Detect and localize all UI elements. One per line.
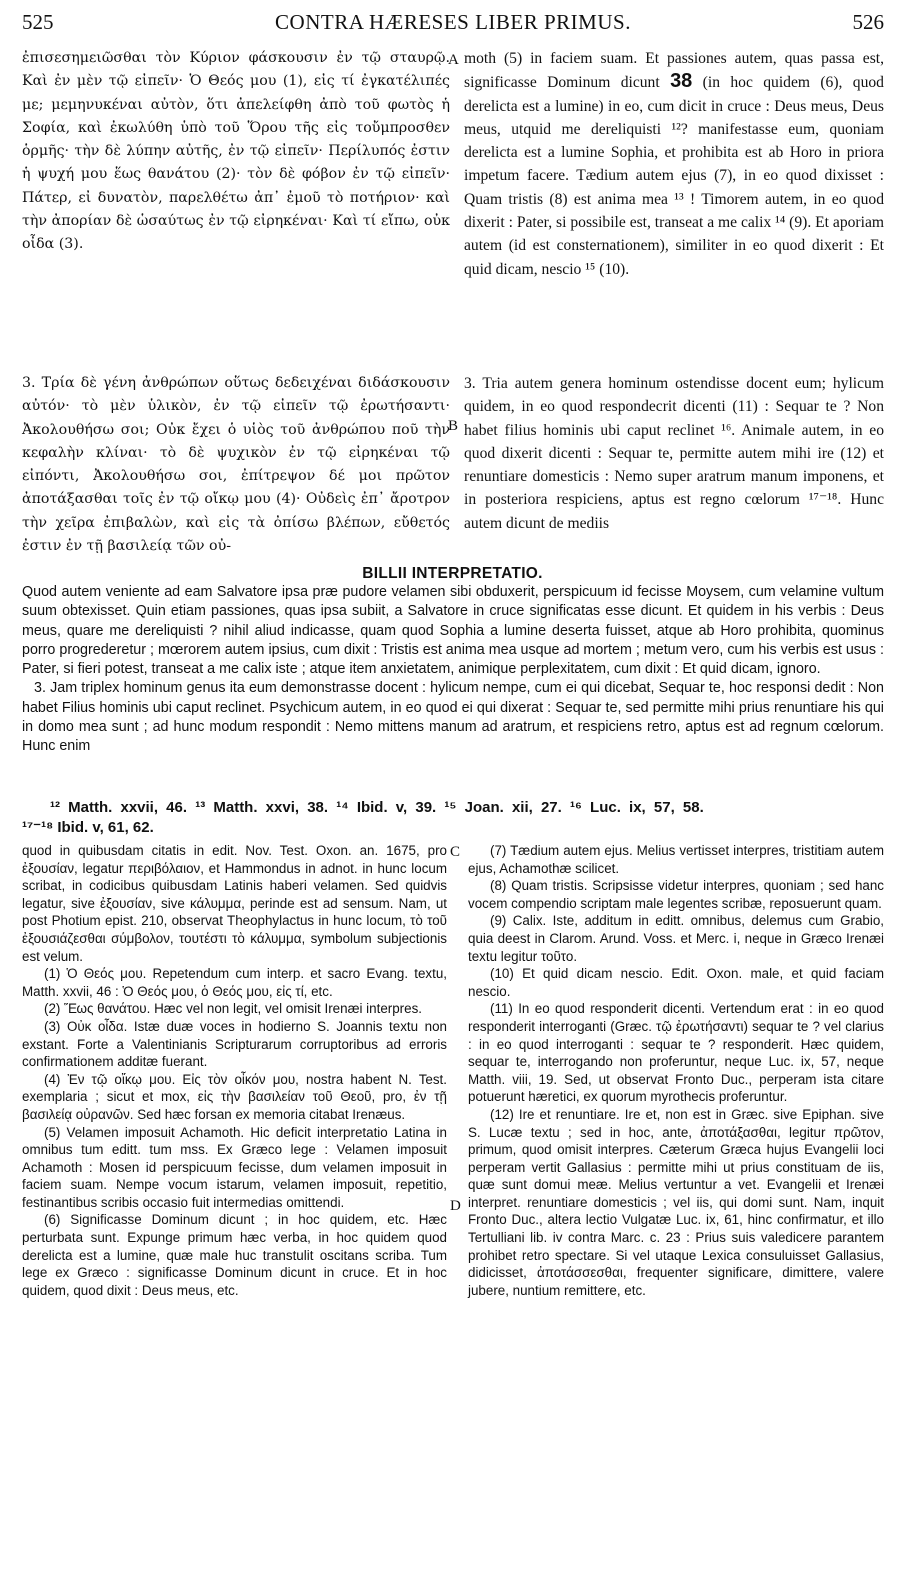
note-item: (12) Ire et renuntiare. Ire et, non est in Græc. sive Epiphan. sive S. Lucæ textu ; sed in hoc, ante, ἀποτάξασθαι, legitur πρῶτον, primum, quod omisit interpres. Cæterum Græca hujus Evangelii loci perperam vertit Gallasius : permitte mihi ut prius constituam de iis, quæ sunt domui meæ. Melius vertuntur a vet. Evangelii et Irenæi interpret. renuntiare domesticis ; vel iis, qui domi sunt. Nam, inquit Fronto Duc., altera lectio Vulgatæ Luc. ix, 61, hinc confirmatur, et illo Tertulliani lib. iv contra Marc. c. 23 : Prius suis valedicere parantem prohibet retro spectare. Si vel utaque Lexica consuluisset Gallasius, didicisset, ἀποτάσσεσθαι, frequenter significare, dimittere, valere jubere, nuntium remittere, etc. <box>468 1106 884 1298</box>
scripture-references <box>22 798 884 838</box>
note-item: (2) Ἕως θανάτου. Hæc vel non legit, vel omisit Irenæi interpres. <box>44 1001 422 1017</box>
billii-paragraph-1: Quod autem veniente ad eam Salvatore ipsa præ pudore velamen sibi obduxerit, perspicuum id fecisse Moysem, cum velamine vultum suum obtexisset. Quin etiam passiones, quas ipsa subiit, a Salvatore in cruce significatas esse dicunt. Et quidem in his verbis : Deus meus, quare me dereliquisti ? nihil aliud indicasse, quam quod Sophia a lumine deserta fuisset, atque ab Horo prohibita, quominus porro progrederetur ; mœrorem autem ipsius, cum dixit : Tristis est anima mea usque ad mortem ; metum vero, cum his verbis est usus : Pater, si fieri potest, transeat a me calix iste ; atque item anxietatem, animique perplexitatem, cum dixit : Et quid dicam, ignoro. <box>22 584 884 678</box>
note-item: (5) Velamen imposuit Achamoth. Hic deficit interpretatio Latina in omnibus tum editt. tum mss. Ex Græco lege : Velamen imposuit Achamoth : Mosen id perspicuum fecisse, dum velamen imposuit in faciem suam. Nempe vocum istarum, velamen imposuit, repetitio, festinantibus scribis occasio fuit intermedias omittendi. <box>22 1124 447 1210</box>
greek-text-section-2: ἐπισεσημειῶσθαι τὸν Κύριον φάσκουσιν ἐν τῷ σταυρῷ. Καὶ ἐν μὲν τῷ εἰπεῖν· Ὁ Θεός μου (1), εἰς τί ἐγκατέλιπές με; μεμηνυκέναι αὐτὸν, ὅτι ἀπελείφθη ἀπὸ τοῦ φωτὸς ἡ Σοφία, καὶ ἐκωλύθη ὑπὸ τοῦ Ὅρου τῆς εἰς τοὔμπροσθεν ὁρμῆς· τὴν δὲ λύπην αὐτῆς, ἐν τῷ εἰπεῖν· Περίλυπός ἐστιν ἡ ψυχή μου ἕως θανάτου (2)· τὸν δὲ φόβον ἐν τῷ εἰπεῖν· Πάτερ, εἰ δυνατὸν, παρελθέτω ἀπ᾽ ἐμοῦ τὸ ποτήριον· καὶ τὴν ἀπορίαν δὲ ὡσαύτως ἐν τῷ εἰρηκέναι· Καὶ τί εἴπω, οὐκ οἶδα (3). <box>22 50 450 253</box>
latin-section-2-part-b: (in hoc quidem (6), quod derelicta est a lumine) in eo, cum dicit in cruce : Deus meus, Deus meus, utquid me dereliquisti ¹²? manifestasse eum, quoniam derelicta est a lumine Sophia, et prohibita est ab Horo in priora impetum facere. Tædium autem ejus (7), in eo quod dixisset : Quam tristis (8) est anima mea ¹³ ! Timorem autem, in eo quod dixerit : Pater, si possibile est, transeat a me calix ¹⁴ (9). Et aporiam autem (id est consternationem), similiter in eo quod dixerit : Et quid dicam, nescio ¹⁵ (10). <box>464 74 885 278</box>
page-number-right: 526 <box>852 10 884 34</box>
scripture-references-line-2: ¹⁷⁻¹⁸ Ibid. v, 61, 62. <box>22 819 154 836</box>
note-item: (6) Significasse Dominum dicunt ; in hoc quidem, etc. Hæc perturbata sunt. Expunge primum hæc verba, in hoc quidem quod derelicta est a lumine, quæ male huc transtulit oscitans scriba. Tum lege ex Græco : significasse Dominum dicunt in cruce. Et in hoc quidem, quod dixit : Deus meus, etc. <box>22 1212 447 1298</box>
latin-section-2-part-a: moth (5) in faciem suam. Et passiones autem, quas passa est, significasse Dominum dicunt <box>464 50 884 92</box>
notes-left-column <box>22 842 447 1299</box>
column-number: 38 <box>670 70 693 93</box>
margin-letter-d: D <box>450 1198 461 1214</box>
latin-text-section-2 <box>464 47 884 281</box>
note-item: (7) Tædium autem ejus. Melius vertisset interpres, tristitiam autem ejus, Achamothæ scilicet. <box>468 843 884 876</box>
note-item: (8) Quam tristis. Scripsisse videtur interpres, quoniam ; sed hanc vocem compendio scriptam male legentes scribæ, reposuerunt quam. <box>468 878 884 911</box>
billii-interpretatio-text <box>22 583 884 757</box>
note-item: (3) Οὐκ οἶδα. Istæ duæ voces in hodierno S. Joannis textu non exstant. Forte a Valentinianis Scripturarum corruptoribus ad erroris confirmationem additæ fuerant. <box>22 1018 447 1070</box>
note-item: (10) Et quid dicam nescio. Edit. Oxon. male, et quid faciam nescio. <box>468 966 884 999</box>
note-item: quod in quibusdam citatis in edit. Nov. Test. Oxon. an. 1675, pro ἐξουσίαν, legatur περιβόλαιον, et Hammondus in adnot. in hunc locum scribat, in codicibus quibusdam Latinis haberi velamen. Sed quidvis legatur, sive ἐξουσίαν, sive κάλυμμα, perinde est ad sensum. Nam, ut post Photium epist. 210, observat Theophylactus in hunc locum, τὸ τοῦ ἐξουσιάζεσθαι σύμβολον, τουτέστι τὸ κάλυμμα, symbolum subjectionis est velum. <box>22 843 447 964</box>
note-item: (11) In eo quod responderit dicenti. Vertendum erat : in eo quod responderit interroganti (Græc. τῷ ἐρωτήσαντι) sequar te ? vel clarius : in eo quod interroganti : sequar te ? responderit. Hæc quidem, sequar te, interrogando non proferuntur, neque Luc. ix, 57, neque Matth. viii, 19. Sed, ut observat Fronto Duc., perperam ista citare potuerunt hæretici, ex quorum myrothecis proferuntur. <box>468 1001 884 1105</box>
margin-letter-a: A <box>448 52 459 68</box>
billii-paragraph-2: 3. Jam triplex hominum genus ita eum demonstrasse docent : hylicum nempe, cum ei qui dicebat, Sequar te, hoc responsi dedit : Non habet Filius hominis ubi caput reclinet. Psychicum autem, in eo quod ei qui dixerat : Sequar te, sed permitte mihi prius renuntiare his qui in domo mea sunt ; ad hunc modum respondit : Nemo mittens manum ad aratrum, et respiciens retro, aptus est ad regnum cœlorum. Hunc enim <box>22 680 884 755</box>
scripture-references-line-1: ¹² Matth. xxvii, 46. ¹³ Matth. xxvi, 38. ¹⁴ Ibid. v, 39. ¹⁵ Joan. xii, 27. ¹⁶ Luc. ix, 57, 58. <box>50 799 704 816</box>
greek-text-section-3: 3. Τρία δὲ γένη ἀνθρώπων οὕτως δεδειχέναι διδάσκουσιν αὐτόν· τὸ μὲν ὑλικὸν, ἐν τῷ εἰπεῖν τῷ ἐρωτήσαντι· Ἀκολουθήσω σοι; Οὐκ ἔχει ὁ υἱὸς τοῦ ἀνθρώπου ποῦ τὴν κεφαλὴν κλίναι· τὸ δὲ ψυχικὸν ἐν τῷ εἰρηκέναι τῷ εἰπόντι, Ἀκολουθήσω σοι, ἐπίτρεψον δέ μοι πρῶτον ἀποτάξασθαι τοῖς ἐν τῷ οἴκῳ μου (4)· Οὐδεὶς ἐπ᾽ ἄροτρον τὴν χεῖρα ἐπιβαλὼν, καὶ εἰς τὰ ὀπίσω βλέπων, εὔθετός ἐστιν ἐν τῇ βασιλείᾳ τῶν οὐ- <box>22 375 450 555</box>
billii-interpretatio-title: BILLII INTERPRETATIO. <box>362 565 543 582</box>
margin-letter-b: B <box>448 418 459 434</box>
note-item: (4) Ἐν τῷ οἴκῳ μου. Εἰς τὸν οἶκόν μου, nostra habent N. Test. exemplaria ; sicut et mox, εἰς τὴν βασιλείαν τοῦ Θεοῦ, pro, ἐν τῇ βασιλείᾳ οὐρανῶν. Sed hæc forsan ex memoria citabat Irenæus. <box>22 1071 447 1122</box>
running-title: CONTRA HÆRESES LIBER PRIMUS. <box>275 10 631 34</box>
page-header <box>22 10 884 38</box>
margin-letter-c: C <box>450 844 461 860</box>
note-item: (9) Calix. Iste, additum in editt. omnibus, delemus cum Grabio, quia deest in Clarom. Arund. Voss. et Merc. i, neque in Græco Irenæi textu legitur τοῦτο. <box>468 913 884 964</box>
page-number-left: 525 <box>22 10 54 34</box>
latin-text-section-3: 3. Tria autem genera hominum ostendisse docent eum; hylicum quidem, in eo quod respondecrit dicenti (11) : Sequar te ? Non habet filius hominis ubi caput reclinet ¹⁶. Animale autem, in eo quod dixerit dicenti : Sequar te, permitte autem mihi ire (12) et renuntiare domesticis : Nemo super aratrum manum imponens, et in posteriora respiciens, aptus est regno cœlorum ¹⁷⁻¹⁸. Hunc autem dicunt de mediis <box>464 375 884 532</box>
note-item: (1) Ὁ Θεός μου. Repetendum cum interp. et sacro Evang. textu, Matth. xxvii, 46 : Ὁ Θεός μου, ὁ Θεός μου, εἰς τί, etc. <box>22 966 447 999</box>
notes-right-column <box>468 842 884 1299</box>
